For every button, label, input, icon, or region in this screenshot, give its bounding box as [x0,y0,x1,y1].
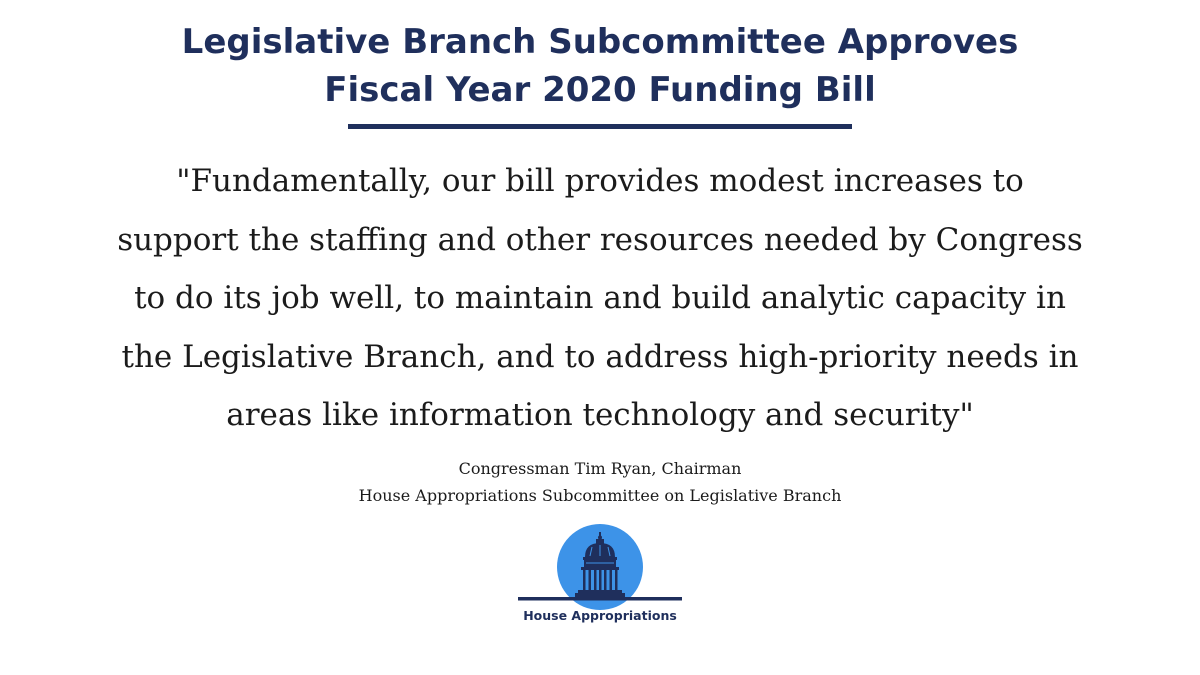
house-appropriations-logo [515,524,685,634]
logo-rule [518,597,682,601]
speaker-name-title: Congressman Tim Ryan, Chairman [458,459,742,478]
quote-attribution [0,455,1200,509]
speaker-committee: House Appropriations Subcommittee on Legislative Branch [358,486,842,505]
quote-line-1: "Fundamentally, our bill provides modest increases to [176,163,1024,199]
headline-line-1: Legislative Branch Subcommittee Approves [181,22,1019,62]
title-divider [348,124,852,129]
quote-line-2: support the staffing and other resources needed by Congress [117,221,1083,258]
quote-line-4: the Legislative Branch, and to address high-priority needs in [121,338,1079,375]
page-title [0,18,1200,114]
headline-line-2: Fiscal Year 2020 Funding Bill [324,70,876,110]
logo-text: House Appropriations [523,608,677,623]
quote-line-3: to do its job well, to maintain and build analytic capacity in [134,280,1066,316]
quote-block [0,152,1200,445]
quote-line-5: areas like information technology and security" [226,397,974,433]
